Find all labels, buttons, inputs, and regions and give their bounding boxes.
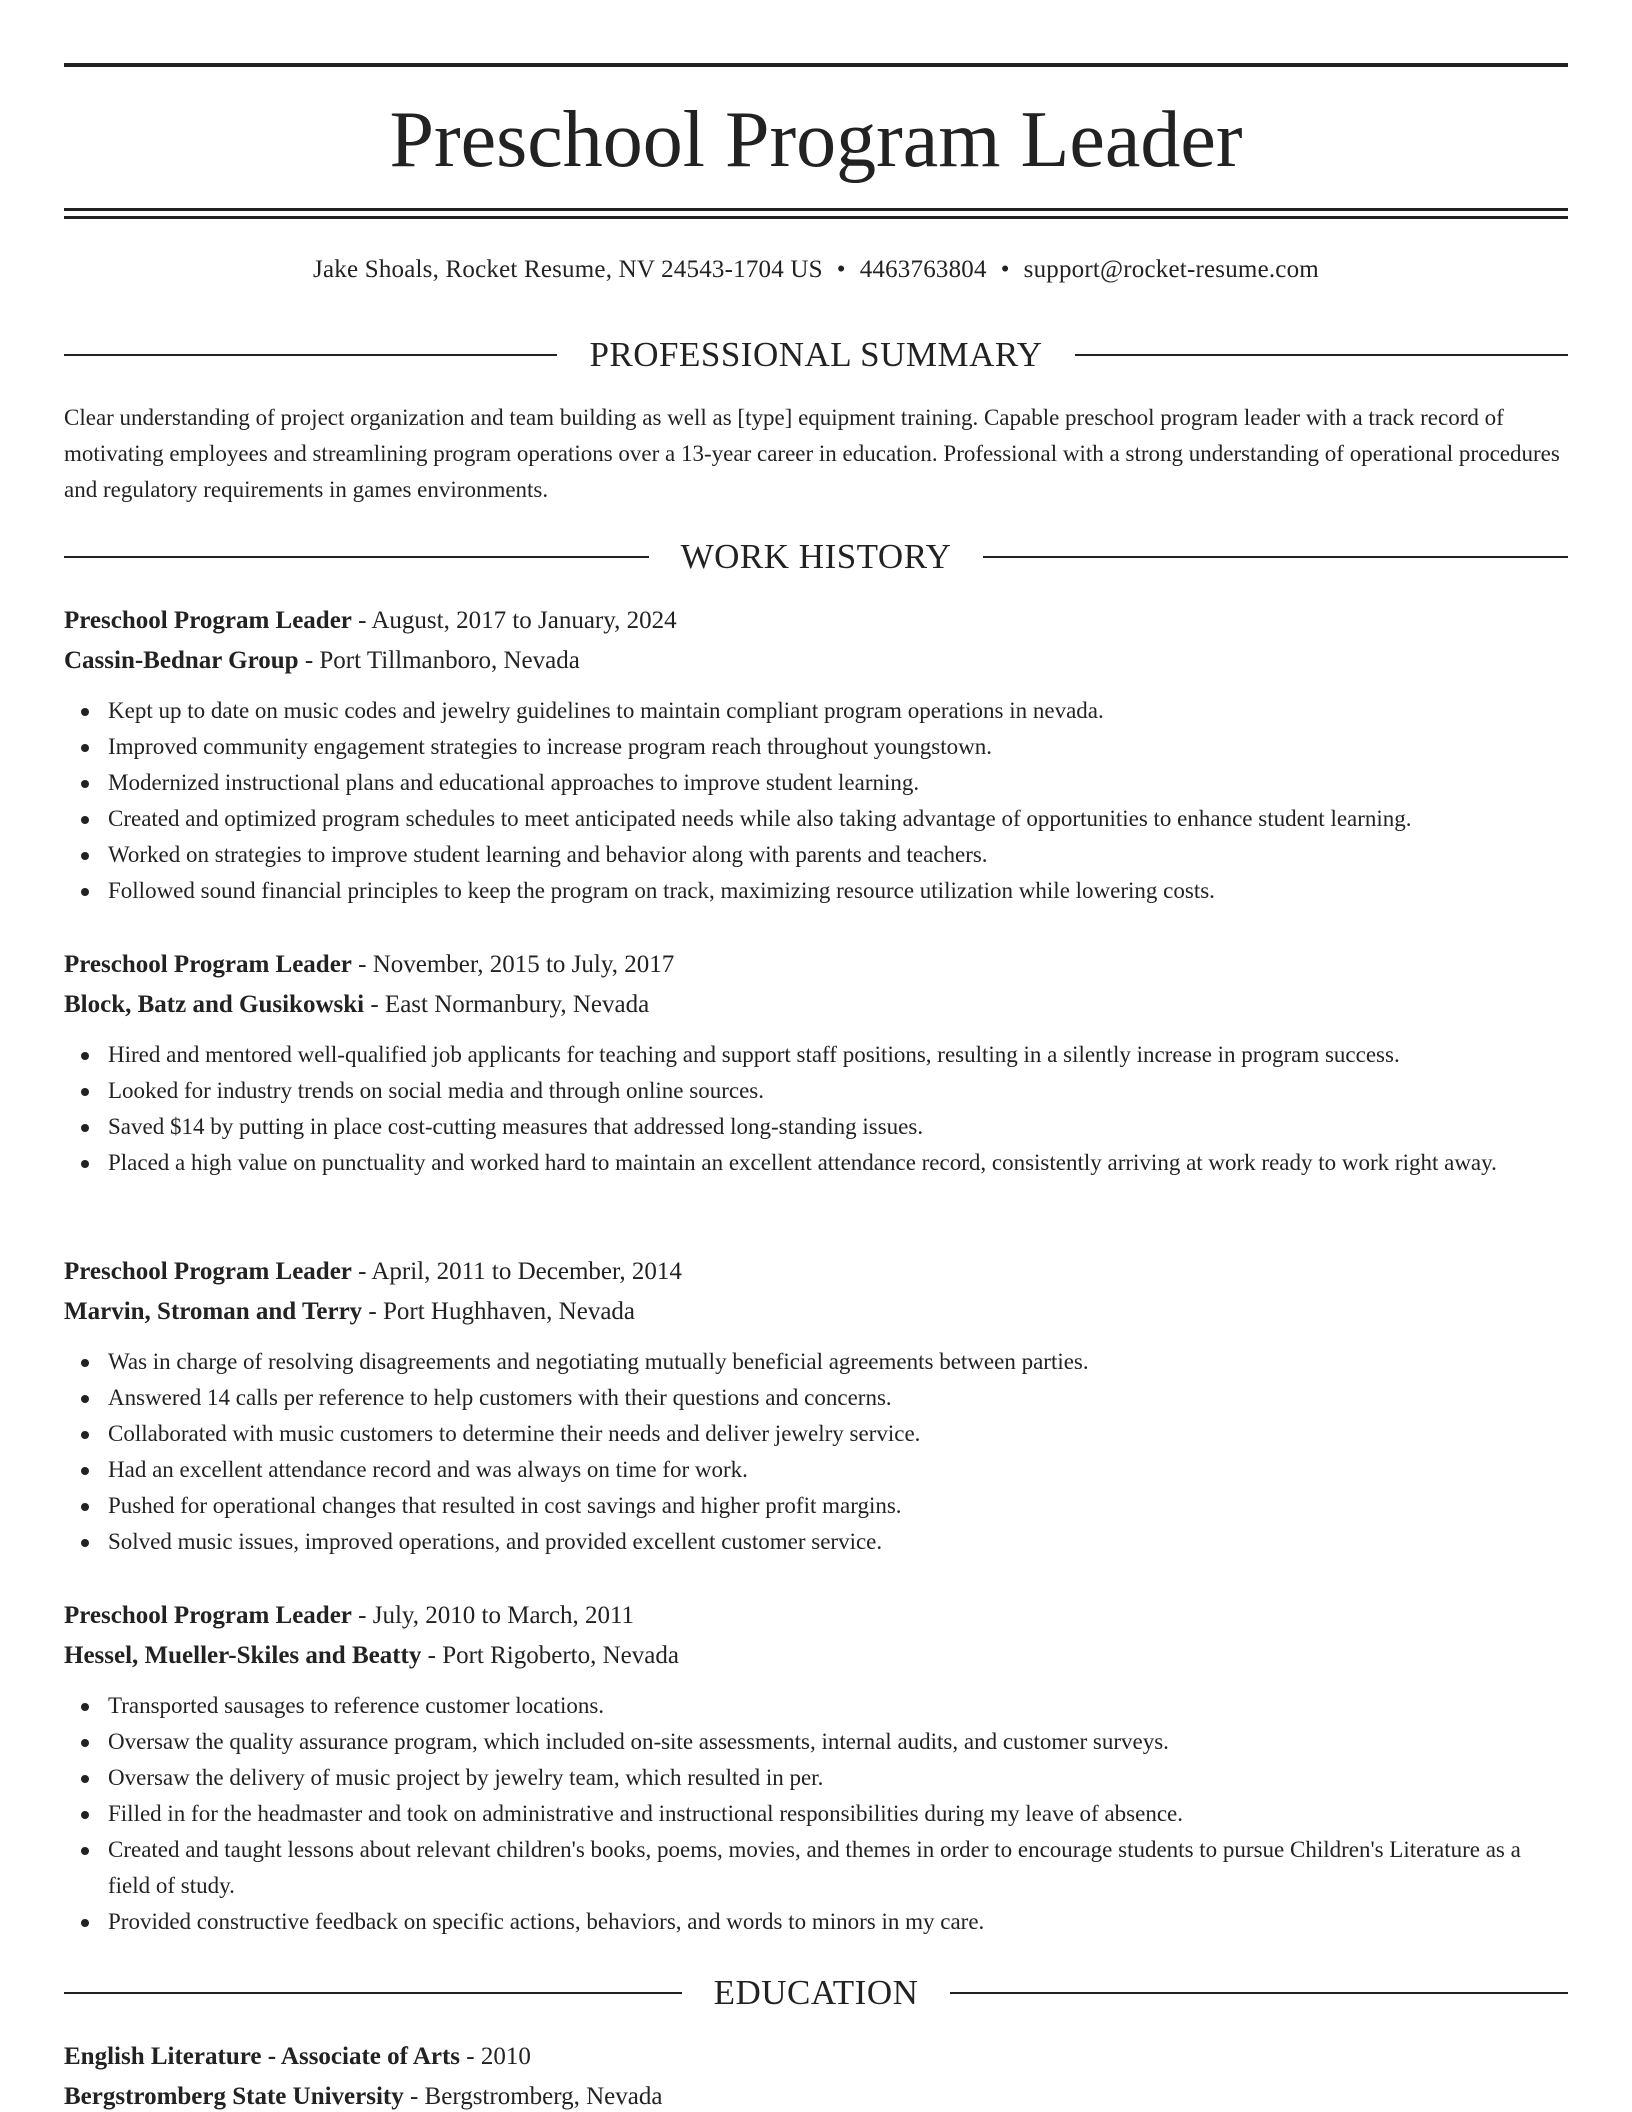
job-entry bbox=[64, 945, 1568, 1181]
heading-rule bbox=[950, 1992, 1568, 1994]
heading-rule bbox=[1075, 354, 1568, 356]
bullet-item: Was in charge of resolving disagreements and negotiating mutually beneficial agreements between parties. bbox=[64, 1344, 1568, 1380]
bullet-item: Answered 14 calls per reference to help customers with their questions and concerns. bbox=[64, 1380, 1568, 1416]
education-location: - Bergstromberg, Nevada bbox=[403, 2083, 663, 2110]
bullet-item: Oversaw the delivery of music project by jewelry team, which resulted in per. bbox=[64, 1760, 1568, 1796]
job-company: Cassin-Bednar Group bbox=[64, 647, 299, 674]
heading-rule bbox=[64, 1992, 682, 1994]
job-dates: - July, 2010 to March, 2011 bbox=[351, 1602, 635, 1629]
job-entry bbox=[64, 1252, 1568, 1560]
section-heading-education bbox=[64, 1971, 1568, 2015]
job-bullets bbox=[64, 693, 1568, 909]
bullet-item: Hired and mentored well-qualified job applicants for teaching and support staff positions, resulting in a silently increase in program success. bbox=[64, 1037, 1568, 1073]
bullet-item: Created and taught lessons about relevant children's books, poems, movies, and themes in order to encourage students to pursue Children's Literature as a field of study. bbox=[64, 1832, 1568, 1904]
bullet-item: Oversaw the quality assurance program, which included on-site assessments, internal audits, and customer surveys. bbox=[64, 1724, 1568, 1760]
contact-separator: • bbox=[1000, 256, 1010, 283]
contact-phone: 4463763804 bbox=[859, 256, 987, 283]
job-dates: - August, 2017 to January, 2024 bbox=[351, 607, 677, 634]
job-location: - Port Rigoberto, Nevada bbox=[421, 1642, 679, 1669]
summary-text: Clear understanding of project organization and team building as well as [type] equipment training. Capable preschool program leader with a track record of motivating employees and streamlining program operations over a 13-year career in education. Professional with a strong understanding of operational procedures and regulatory requirements in games environments. bbox=[64, 405, 1560, 502]
job-bullets bbox=[64, 1344, 1568, 1560]
bullet-item: Filled in for the headmaster and took on administrative and instructional responsibilities during my leave of absence. bbox=[64, 1796, 1568, 1832]
education-year: - 2010 bbox=[460, 2043, 531, 2070]
top-rule bbox=[64, 63, 1568, 67]
contact-separator: • bbox=[836, 256, 846, 283]
job-location: - East Normanbury, Nevada bbox=[364, 991, 650, 1018]
education-degree: English Literature - Associate of Arts bbox=[64, 2043, 461, 2070]
job-title: Preschool Program Leader bbox=[64, 951, 352, 978]
bullet-item: Saved $14 by putting in place cost-cutting measures that addressed long-standing issues. bbox=[64, 1109, 1568, 1145]
bullet-item: Worked on strategies to improve student learning and behavior along with parents and teachers. bbox=[64, 837, 1568, 873]
heading-rule bbox=[983, 556, 1568, 558]
contact-email: support@rocket-resume.com bbox=[1023, 256, 1319, 283]
bullet-item: Modernized instructional plans and educational approaches to improve student learning. bbox=[64, 765, 1568, 801]
heading-rule bbox=[64, 556, 649, 558]
job-company-line bbox=[64, 1636, 1568, 1676]
bullet-item: Pushed for operational changes that resulted in cost savings and higher profit margins. bbox=[64, 1488, 1568, 1524]
bullet-item: Had an excellent attendance record and was always on time for work. bbox=[64, 1452, 1568, 1488]
bullet-item: Followed sound financial principles to keep the program on track, maximizing resource utilization while lowering costs. bbox=[64, 873, 1568, 909]
bullet-item: Created and optimized program schedules to meet anticipated needs while also taking advantage of opportunities to enhance student learning. bbox=[64, 801, 1568, 837]
job-company: Marvin, Stroman and Terry bbox=[64, 1298, 363, 1325]
job-bullets bbox=[64, 1688, 1568, 1940]
job-title: Preschool Program Leader bbox=[64, 1602, 352, 1629]
contact-address: Jake Shoals, Rocket Resume, NV 24543-1704 US bbox=[313, 256, 823, 283]
bullet-item: Looked for industry trends on social media and through online sources. bbox=[64, 1073, 1568, 1109]
contact-line bbox=[64, 253, 1568, 287]
title-rule-upper bbox=[64, 208, 1568, 211]
job-company: Block, Batz and Gusikowski bbox=[64, 991, 365, 1018]
job-company-line bbox=[64, 641, 1568, 681]
section-title: WORK HISTORY bbox=[680, 537, 952, 576]
education-degree-line bbox=[64, 2037, 1568, 2077]
education-entry bbox=[64, 2037, 1568, 2112]
bullet-item: Placed a high value on punctuality and worked hard to maintain an excellent attendance record, consistently arriving at work ready to work right away. bbox=[64, 1145, 1568, 1181]
job-dates: - April, 2011 to December, 2014 bbox=[351, 1258, 682, 1285]
job-company-line bbox=[64, 985, 1568, 1025]
job-company: Hessel, Mueller-Skiles and Beatty bbox=[64, 1642, 422, 1669]
job-entry bbox=[64, 601, 1568, 909]
job-title: Preschool Program Leader bbox=[64, 1258, 352, 1285]
section-heading-summary bbox=[64, 333, 1568, 377]
education-school: Bergstromberg State University bbox=[64, 2083, 404, 2110]
bullet-item: Provided constructive feedback on specific actions, behaviors, and words to minors in my care. bbox=[64, 1904, 1568, 1940]
bullet-item: Kept up to date on music codes and jewelry guidelines to maintain compliant program operations in nevada. bbox=[64, 693, 1568, 729]
job-dates: - November, 2015 to July, 2017 bbox=[351, 951, 675, 978]
bullet-item: Solved music issues, improved operations, and provided excellent customer service. bbox=[64, 1524, 1568, 1560]
bullet-item: Collaborated with music customers to determine their needs and deliver jewelry service. bbox=[64, 1416, 1568, 1452]
job-title-line bbox=[64, 601, 1568, 641]
heading-rule bbox=[64, 354, 557, 356]
section-heading-work bbox=[64, 535, 1568, 579]
job-location: - Port Hughhaven, Nevada bbox=[362, 1298, 636, 1325]
job-title-line bbox=[64, 1252, 1568, 1292]
job-bullets bbox=[64, 1037, 1568, 1181]
job-company-line bbox=[64, 1292, 1568, 1332]
section-title: EDUCATION bbox=[713, 1973, 919, 2012]
job-title: Preschool Program Leader bbox=[64, 607, 352, 634]
section-title: PROFESSIONAL SUMMARY bbox=[589, 335, 1043, 374]
page-title: Preschool Program Leader bbox=[389, 96, 1243, 184]
title-rule-lower bbox=[64, 216, 1568, 219]
bullet-item: Improved community engagement strategies to increase program reach throughout youngstown. bbox=[64, 729, 1568, 765]
bullet-item: Transported sausages to reference customer locations. bbox=[64, 1688, 1568, 1724]
job-title-line bbox=[64, 945, 1568, 985]
job-entry bbox=[64, 1596, 1568, 1940]
education-school-line bbox=[64, 2077, 1568, 2112]
job-location: - Port Tillmanboro, Nevada bbox=[298, 647, 580, 674]
job-title-line bbox=[64, 1596, 1568, 1636]
